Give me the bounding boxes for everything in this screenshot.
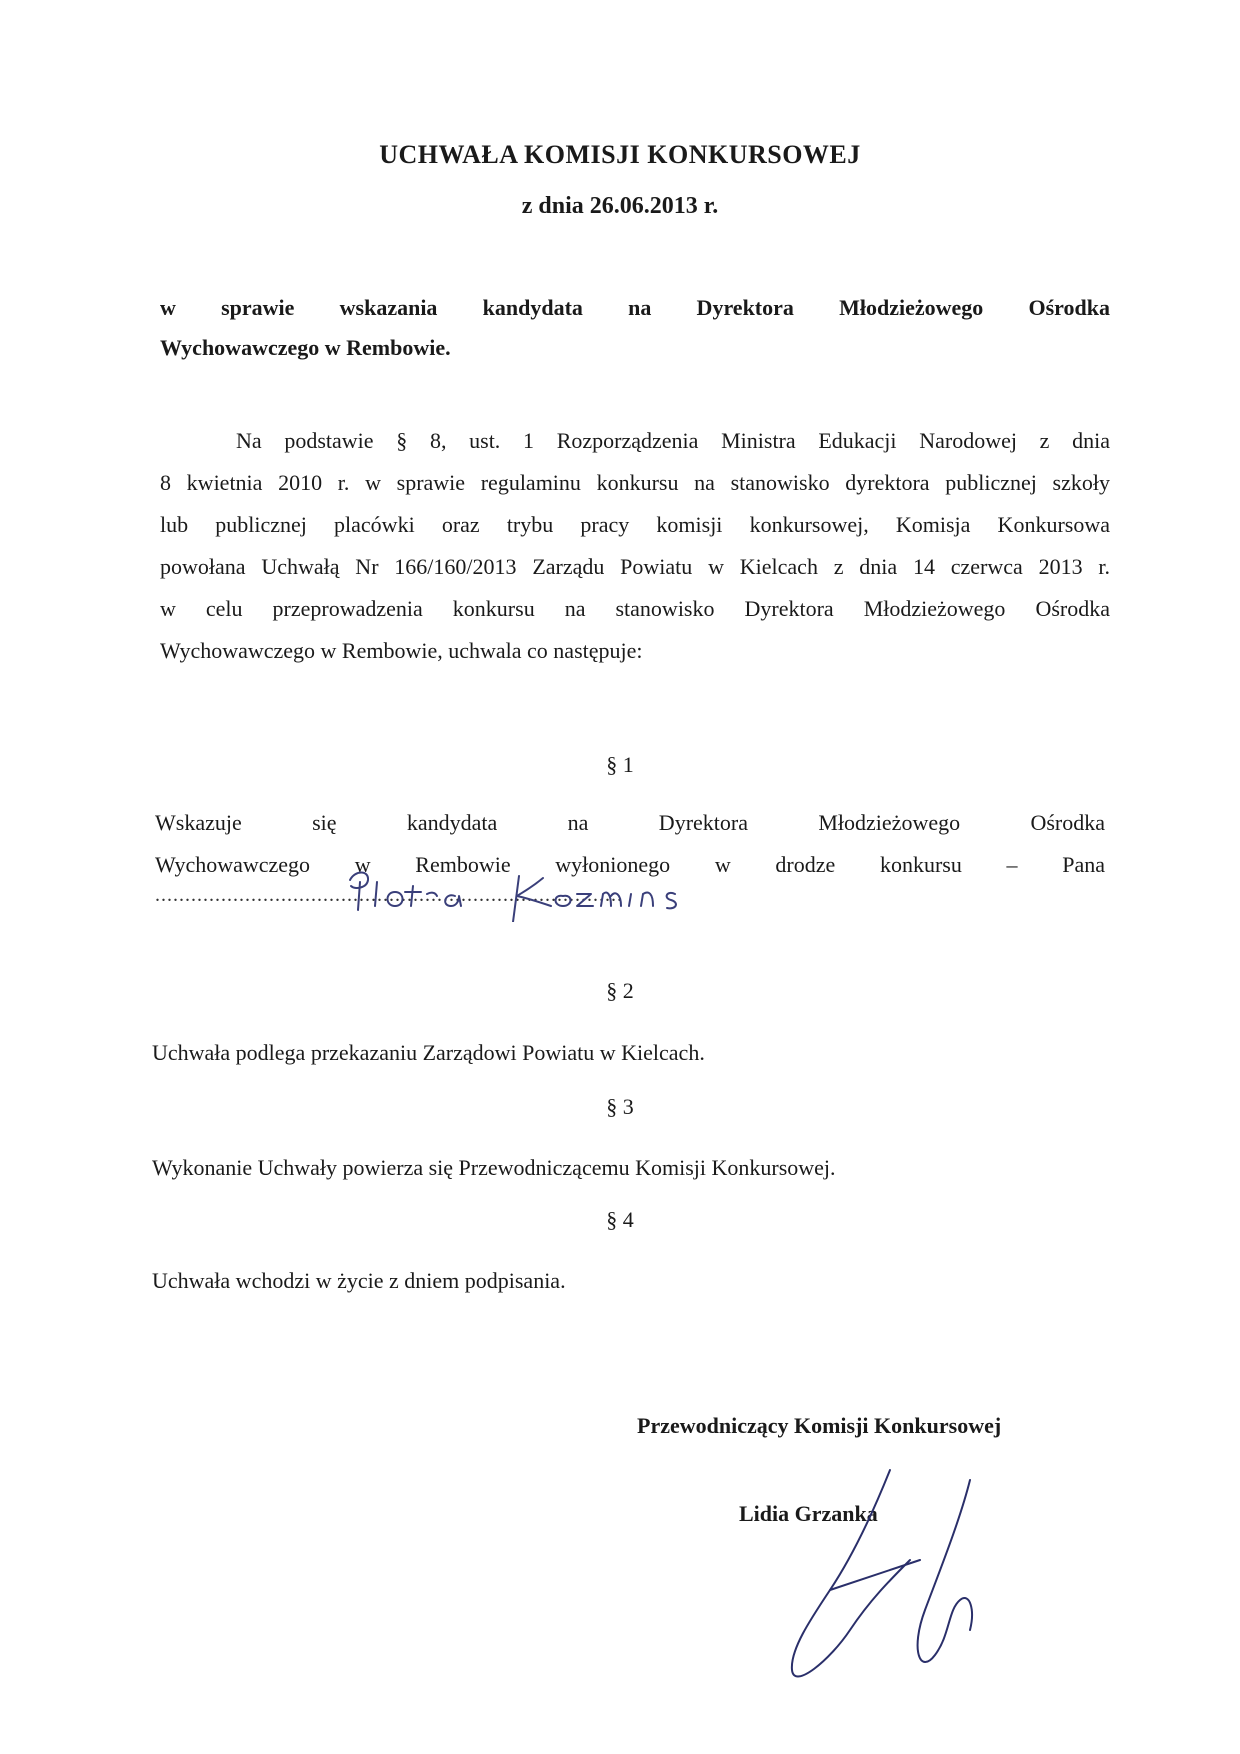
candidate-name-field	[155, 862, 755, 922]
subject	[160, 288, 1110, 368]
legal-basis	[160, 420, 1110, 672]
signatory-role: Przewodniczący Komisji Konkursowej	[637, 1413, 1002, 1438]
section-3-text: Wykonanie Uchwały powierza się Przewodniczącemu Komisji Konkursowej.	[152, 1155, 836, 1180]
basis-line: powołana Uchwałą Nr 166/160/2013 Zarządu Powiatu w Kielcach z dnia 14 czerwca 2013 r.	[160, 554, 1110, 579]
section-1-line-2: Wychowawczego w Rembowie wyłonionego w drodze konkursu – Pana	[155, 852, 1105, 877]
section-4-text: Uchwała wchodzi w życie z dniem podpisania.	[152, 1268, 566, 1293]
section-1-line-1: Wskazuje się kandydata na Dyrektora Młodzieżowego Ośrodka	[155, 810, 1105, 835]
basis-line: 8 kwietnia 2010 r. w sprawie regulaminu konkursu na stanowisko dyrektora publicznej szkoły	[160, 470, 1110, 495]
basis-line: lub publicznej placówki oraz trybu pracy komisji konkursowej, Komisja Konkursowa	[160, 512, 1110, 537]
section-2-sign: § 2	[606, 978, 634, 1003]
handwritten-candidate-name	[155, 862, 755, 922]
subject-line-1: w sprawie wskazania kandydata na Dyrektora Młodzieżowego Ośrodka	[160, 295, 1110, 320]
basis-line: Na podstawie § 8, ust. 1 Rozporządzenia Ministra Edukacji Narodowej z dnia	[236, 428, 1110, 453]
basis-line: w celu przeprowadzenia konkursu na stanowisko Dyrektora Młodzieżowego Ośrodka	[160, 596, 1110, 621]
subject-line-2: Wychowawczego w Rembowie.	[160, 335, 451, 360]
section-3-sign: § 3	[606, 1094, 634, 1119]
handwritten-signature	[770, 1460, 990, 1690]
document-date: z dnia 26.06.2013 r.	[521, 193, 719, 219]
section-1-sign: § 1	[606, 752, 634, 777]
section-4-sign: § 4	[606, 1207, 634, 1232]
signatory-name: Lidia Grzanka	[739, 1501, 878, 1526]
document-title: UCHWAŁA KOMISJI KONKURSOWEJ	[379, 140, 861, 169]
section-2-text: Uchwała podlega przekazaniu Zarządowi Powiatu w Kielcach.	[152, 1040, 705, 1065]
dotted-line: ..............................................................................	[155, 884, 623, 906]
basis-line: Wychowawczego w Rembowie, uchwala co następuje:	[160, 638, 643, 663]
